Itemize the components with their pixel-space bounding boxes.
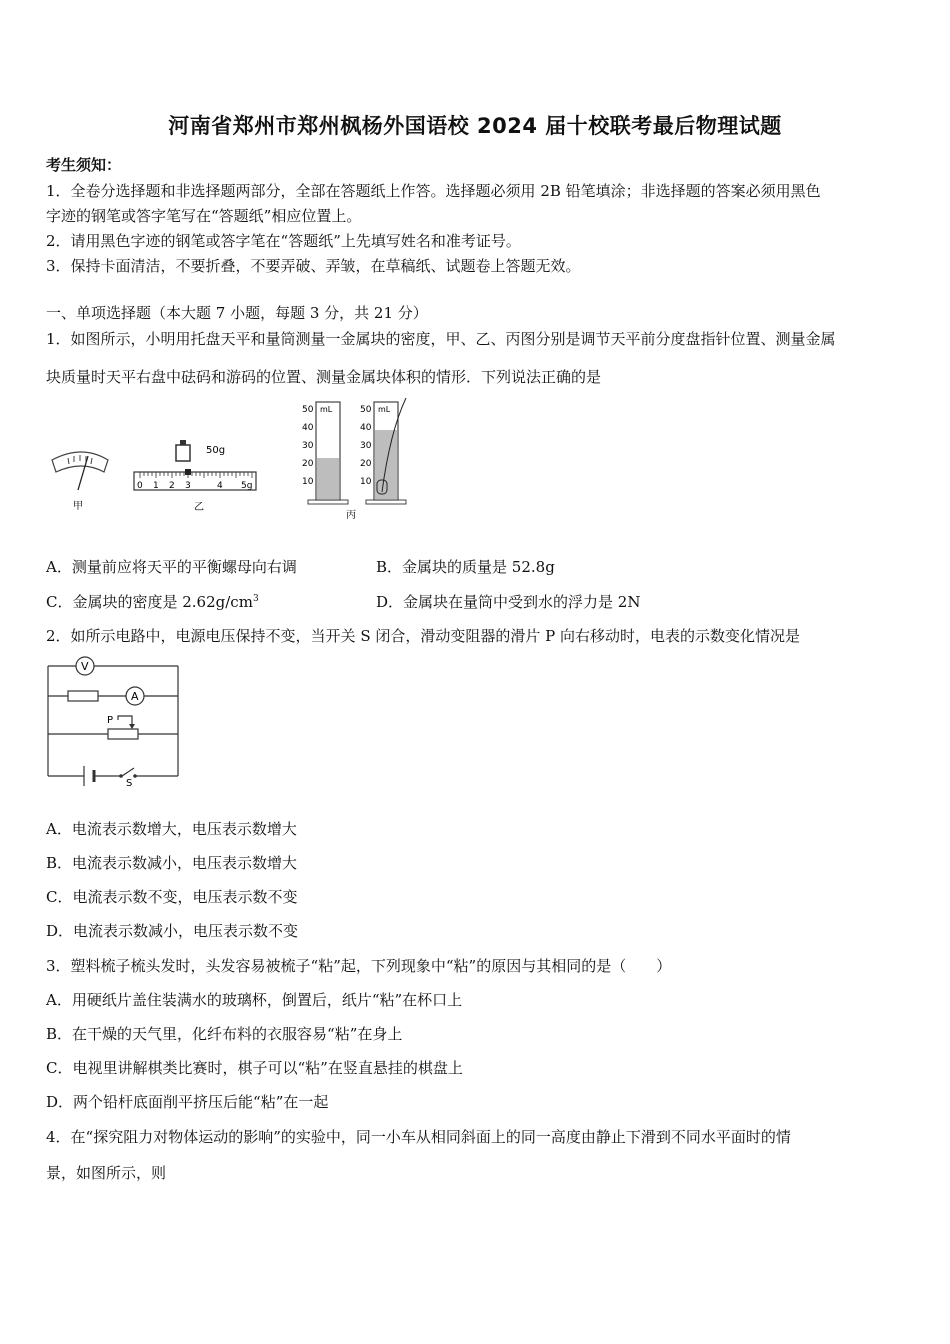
q1-option-c-sup: 3 bbox=[252, 594, 259, 604]
notice-item: 2．请用黑色字迹的钢笔或答字笔在“答题纸”上先填写姓名和准考证号。 bbox=[46, 232, 521, 250]
notice-item: 1．全卷分选择题和非选择题两部分，全部在答题纸上作答。选择题必须用 2B 铅笔填涂；非选择题的答案必须用黑色 bbox=[46, 182, 821, 200]
scale-tick-label: 1 bbox=[153, 481, 159, 491]
page-title: 河南省郑州市郑州枫杨外国语校 2024 届十校联考最后物理试题 bbox=[168, 114, 782, 138]
label-yi: 乙 bbox=[194, 502, 204, 513]
rider-icon bbox=[185, 469, 191, 475]
scale-tick-label: 5g bbox=[241, 481, 253, 491]
cylinder-unit: mL bbox=[378, 405, 391, 414]
q3-option: A．用硬纸片盖住装满水的玻璃杯，倒置后，纸片“粘”在杯口上 bbox=[46, 991, 463, 1009]
label-jia: 甲 bbox=[73, 501, 83, 512]
question-1-text: 1．如图所示，小明用托盘天平和量筒测量一金属块的密度，甲、乙、丙图分别是调节天平前分度盘指针位置、测量金属 bbox=[46, 330, 836, 348]
cylinder-tick: 20 bbox=[360, 459, 372, 469]
q1-option-c bbox=[46, 591, 259, 612]
cylinder-tick: 30 bbox=[302, 441, 314, 451]
q2-option: B．电流表示数减小，电压表示数增大 bbox=[46, 854, 298, 872]
scale-ticks bbox=[140, 472, 252, 478]
switch-label: S bbox=[126, 778, 133, 786]
cylinder-unit: mL bbox=[320, 405, 333, 414]
q1-option-b: B．金属块的质量是 52.8g bbox=[376, 558, 555, 576]
scale-tick-label: 2 bbox=[169, 481, 175, 491]
label-bing: 丙 bbox=[346, 510, 356, 521]
cylinder-tick: 10 bbox=[302, 477, 314, 487]
ammeter-label: A bbox=[131, 690, 139, 703]
q3-option: C．电视里讲解棋类比赛时，棋子可以“粘”在竖直悬挂的棋盘上 bbox=[46, 1059, 463, 1077]
cylinder-left-icon bbox=[308, 402, 348, 504]
cylinder-tick: 20 bbox=[302, 459, 314, 469]
q3-option: D．两个铅杆底面削平挤压后能“粘”在一起 bbox=[46, 1093, 329, 1111]
question-2-text: 2．如所示电路中，电源电压保持不变，当开关 S 闭合，滑动变阻器的滑片 P 向右移动时，电表的示数变化情况是 bbox=[46, 627, 800, 645]
cylinder-tick: 40 bbox=[360, 423, 372, 433]
notice-heading: 考生须知： bbox=[46, 156, 122, 174]
notice-item: 3．保持卡面清洁，不要折叠，不要弄破、弄皱，在草稿纸、试题卷上答题无效。 bbox=[46, 257, 581, 275]
q2-option: D．电流表示数减小，电压表示数不变 bbox=[46, 922, 299, 940]
question-4-text: 景，如图所示，则 bbox=[46, 1164, 167, 1182]
section-heading: 一、单项选择题（本大题 7 小题，每题 3 分，共 21 分） bbox=[46, 304, 428, 322]
q2-option: C．电流表示数不变，电压表示数不变 bbox=[46, 888, 298, 906]
cylinder-tick: 50 bbox=[302, 405, 314, 415]
weight-icon bbox=[176, 440, 190, 461]
q3-option: B．在干燥的天气里，化纤布料的衣服容易“粘”在身上 bbox=[46, 1025, 403, 1043]
cylinder-tick: 50 bbox=[360, 405, 372, 415]
weight-label: 50g bbox=[206, 445, 226, 456]
scale-tick-label: 4 bbox=[217, 481, 223, 491]
q1-option-a: A．测量前应将天平的平衡螺母向右调 bbox=[46, 558, 297, 576]
cylinder-tick: 40 bbox=[302, 423, 314, 433]
question-4-text: 4．在“探究阻力对物体运动的影响”的实验中，同一小车从相同斜面上的同一高度由静止下滑到不同水平面时的情 bbox=[46, 1128, 791, 1146]
notice-item: 字迹的钢笔或答字笔写在“答题纸”相应位置上。 bbox=[46, 207, 362, 225]
scale-tick-label: 0 bbox=[137, 481, 143, 491]
question-1-text: 块质量时天平右盘中砝码和游码的位置、测量金属块体积的情形．下列说法正确的是 bbox=[46, 368, 602, 386]
scale-tick-label: 3 bbox=[185, 481, 191, 491]
slider-label: P bbox=[107, 715, 114, 726]
voltmeter-label: V bbox=[81, 660, 89, 673]
q1-option-d: D．金属块在量筒中受到水的浮力是 2N bbox=[376, 593, 641, 611]
cylinder-tick: 10 bbox=[360, 477, 372, 487]
q2-option: A．电流表示数增大，电压表示数增大 bbox=[46, 820, 297, 838]
question-3-text: 3．塑料梳子梳头发时，头发容易被梳子“粘”起，下列现象中“粘”的原因与其相同的是（ ） bbox=[46, 957, 672, 975]
question-1-figure bbox=[44, 392, 424, 522]
cylinder-tick: 30 bbox=[360, 441, 372, 451]
balance-dial-icon bbox=[52, 452, 108, 490]
question-2-circuit bbox=[44, 656, 184, 786]
q1-option-c-text: C．金属块的密度是 2.62g/cm bbox=[46, 593, 253, 611]
